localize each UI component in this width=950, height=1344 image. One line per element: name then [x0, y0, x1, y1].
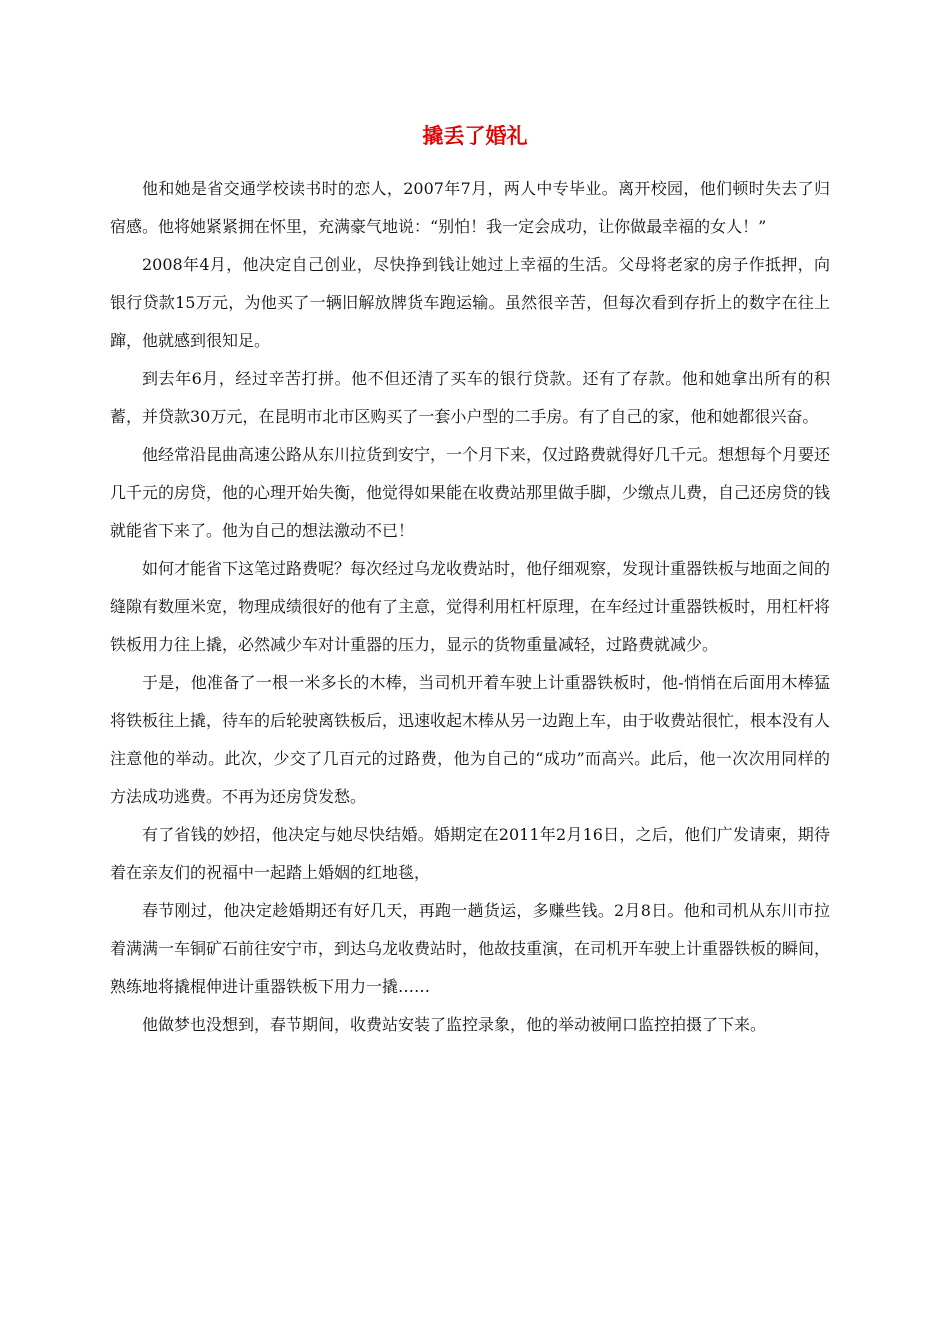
paragraph-6: 于是，他准备了一根一米多长的木棒，当司机开着车驶上计重器铁板时，他-悄悄在后面用木棒猛将铁板往上撬，待车的后轮驶离铁板后，迅速收起木棒从另一边跑上车，由于收费站很忙，根本没有人注意他的举动。此次，少交了几百元的过路费，他为自己的“成功”而高兴。此后，他一次次用同样的方法成功逃费。不再为还房贷发愁。 [110, 673, 831, 806]
paragraph-1: 他和她是省交通学校读书时的恋人，2007年7月，两人中专毕业。离开校园，他们顿时失去了归宿感。他将她紧紧拥在怀里，充满豪气地说：“别怕！我一定会成功，让你做最幸福的女人！” [110, 179, 830, 236]
paragraph-5: 如何才能省下这笔过路费呢？每次经过乌龙收费站时，他仔细观察，发现计重器铁板与地面之间的缝隙有数厘米宽，物理成绩很好的他有了主意，觉得利用杠杆原理，在车经过计重器铁板时，用杠杆将铁板用力往上撬，必然减少车对计重器的压力，显示的货物重量减轻，过路费就减少。 [110, 559, 831, 654]
paragraph-8: 春节刚过，他决定趁婚期还有好几天，再跑一趟货运，多赚些钱。2月8日。他和司机从东川市拉着满满一车铜矿石前往安宁市，到达乌龙收费站时，他故技重演，在司机开车驶上计重器铁板的瞬间，熟练地将撬棍伸进计重器铁板下用力一撬…… [110, 901, 831, 996]
paragraph-9: 他做梦也没想到，春节期间，收费站安装了监控录象，他的举动被闸口监控拍摄了下来。 [142, 1015, 767, 1034]
article-title: 撬丢了婚礼 [422, 123, 528, 148]
paragraph-3: 到去年6月，经过辛苦打拼。他不但还清了买车的银行贷款。还有了存款。他和她拿出所有的积蓄，并贷款30万元，在昆明市北市区购买了一套小户型的二手房。有了自己的家，他和她都很兴奋。 [110, 369, 830, 426]
paragraph-2: 2008年4月，他决定自己创业，尽快挣到钱让她过上幸福的生活。父母将老家的房子作抵押，向银行贷款15万元，为他买了一辆旧解放牌货车跑运输。虽然很辛苦，但每次看到存折上的数字在往上蹿，他就感到很知足。 [110, 255, 830, 350]
paragraph-4: 他经常沿昆曲高速公路从东川拉货到安宁，一个月下来，仅过路费就得好几千元。想想每个月要还几千元的房贷，他的心理开始失衡，他觉得如果能在收费站那里做手脚，少缴点儿费，自己还房贷的钱就能省下来了。他为自己的想法激动不已！ [110, 445, 831, 540]
paragraph-7: 有了省钱的妙招，他决定与她尽快结婚。婚期定在2011年2月16日，之后，他们广发请柬，期待着在亲友们的祝福中一起踏上婚姻的红地毯， [110, 825, 830, 882]
article-body [110, 170, 830, 1044]
